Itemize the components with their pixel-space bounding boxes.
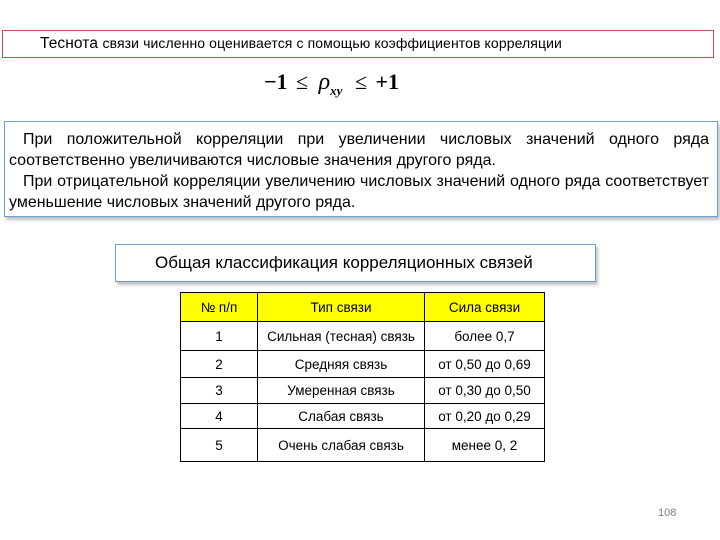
table-row	[181, 378, 545, 404]
formula-upper-bound: +1	[375, 69, 400, 94]
header-text-rest: связи численно оценивается с помощью коэффициентов корреляции	[102, 35, 562, 51]
cell-type: Слабая связь	[258, 404, 425, 429]
cell-type: Средняя связь	[258, 351, 425, 378]
cell-number: 3	[181, 378, 258, 404]
formula-rho: ρ	[318, 69, 331, 95]
cell-number: 4	[181, 404, 258, 429]
table-row	[181, 351, 545, 378]
formula-lower-bound: −1	[264, 69, 288, 94]
explanation-box	[4, 121, 718, 217]
classification-title: Общая классификация корреляционных связей	[155, 253, 533, 272]
column-header-number: № п/п	[181, 293, 258, 322]
header-text	[40, 35, 562, 53]
formula-le-sign-2: ≤	[354, 69, 368, 94]
table-row	[181, 322, 545, 351]
cell-strength: менее 0, 2	[425, 429, 545, 462]
formula-le-sign-1: ≤	[296, 69, 309, 94]
header-text-lead: Теснота	[40, 35, 99, 52]
cell-type: Очень слабая связь	[258, 429, 425, 462]
explanation-positive: При положительной корреляции при увеличении числовых значений одного ряда соответственно увеличиваются числовые значения другого ряда.	[9, 131, 709, 169]
cell-strength: от 0,30 до 0,50	[425, 378, 545, 404]
table-header-row	[181, 293, 545, 322]
cell-strength: от 0,20 до 0,29	[425, 404, 545, 429]
cell-number: 5	[181, 429, 258, 462]
table-row	[181, 404, 545, 429]
cell-number: 1	[181, 322, 258, 351]
cell-type: Сильная (тесная) связь	[258, 322, 425, 351]
page-number: 108	[658, 507, 677, 519]
cell-number: 2	[181, 351, 258, 378]
table-row	[181, 429, 545, 462]
cell-type: Умеренная связь	[258, 378, 425, 404]
classification-table	[180, 292, 545, 462]
explanation-negative: При отрицательной корреляции увеличению числовых значений одного ряда соответствует уменьшение числовых значений другого ряда.	[9, 173, 709, 211]
cell-strength: более 0,7	[425, 322, 545, 351]
column-header-type: Тип связи	[258, 293, 425, 322]
formula-subscript: xy	[330, 83, 343, 98]
column-header-strength: Сила связи	[425, 293, 545, 322]
correlation-formula	[264, 69, 399, 101]
cell-strength: от 0,50 до 0,69	[425, 351, 545, 378]
